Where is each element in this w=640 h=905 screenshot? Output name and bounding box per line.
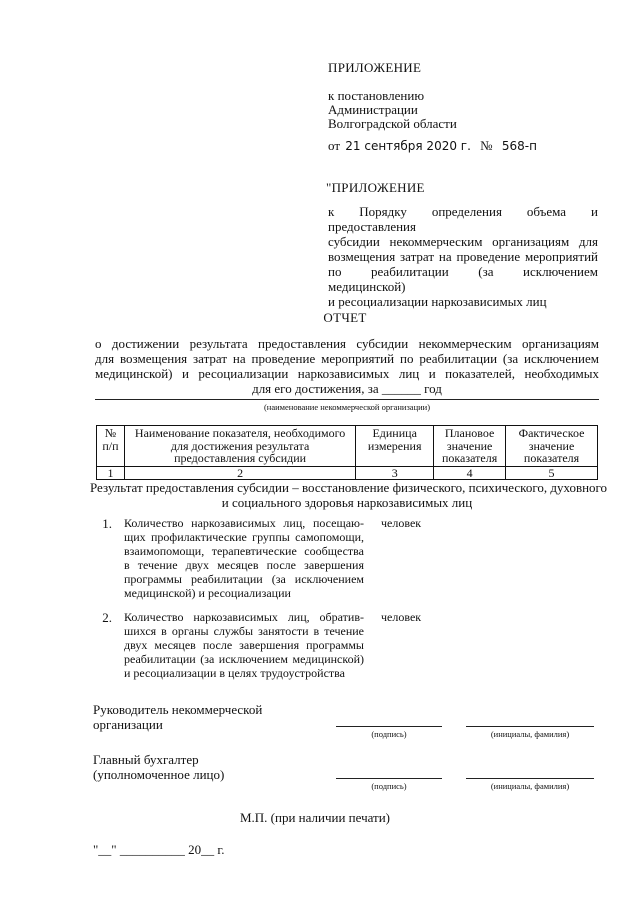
indicator-description: Количество наркозависимых лиц, посещаю- щих профилактические группы самопомощи, взаимопомощи, терапевтические сообщества в течение двух месяцев после завершения программы реабилитации (за исключением медицинской) и ресоциализации [124, 516, 364, 600]
report-line: о достижении результата предоставления субсидии некоммерческим организациям [95, 336, 599, 351]
report-title: ОТЧЕТ [323, 310, 367, 325]
head-signatory-label: Руководитель некоммерческой организации [93, 702, 263, 732]
table-header-cell: Наименование показателя, необходимого для достижения результата предоставления субсидии [124, 426, 355, 467]
appendix2-line: по реабилитации (за исключением медицинской) [328, 264, 598, 294]
region-label: Волгоградской области [328, 116, 457, 131]
table-cell: 1 [97, 466, 125, 479]
table-cell: 3 [356, 466, 434, 479]
head-signature-line[interactable] [336, 726, 442, 727]
indicators-table [96, 425, 598, 480]
resolution-ref: к постановлению [328, 88, 425, 103]
result-line: и социального здоровья наркозависимых лиц [221, 495, 473, 510]
head-name-line[interactable] [466, 726, 594, 727]
result-line: Результат предоставления субсидии – восстановление физического, психического, духовного [90, 480, 608, 495]
indicator-unit: человек [381, 610, 422, 624]
report-line: для возмещения затрат на проведение мероприятий по реабилитации (за исключением [95, 351, 599, 366]
initials-caption: (инициалы, фамилия) [490, 729, 570, 739]
appendix2-text [328, 204, 598, 309]
appendix2-line: к Порядку определения объема и предоставления [328, 204, 598, 234]
table-row [97, 466, 598, 479]
table-cell: 4 [434, 466, 506, 479]
number-prefix: № [480, 138, 493, 153]
accountant-name-line[interactable] [466, 778, 594, 779]
resolution-date-line [328, 138, 537, 154]
indicator-number: 2. [102, 610, 112, 625]
signature-caption: (подпись) [371, 781, 407, 791]
report-line: для его достижения, за ______ год [252, 381, 442, 396]
accountant-signatory-label: Главный бухгалтер (уполномоченное лицо) [93, 752, 225, 782]
initials-caption: (инициалы, фамилия) [490, 781, 570, 791]
report-line: медицинской) и ресоциализации наркозависимых лиц и показателей, необходимых [95, 366, 599, 381]
indicator-unit: человек [381, 516, 422, 530]
table-header-cell: Фактическое значение показателя [506, 426, 598, 467]
indicator-description: Количество наркозависимых лиц, обратив- шихся в органы службы занятости в течение двух месяцев после завершения программы реабилитации (за исключением медицинской) и ресоциализации в целях трудоустройства [124, 610, 364, 680]
stamp-note: М.П. (при наличии печати) [239, 810, 391, 825]
appendix2-line: и ресоциализации наркозависимых лиц [328, 294, 547, 309]
table-cell: 5 [506, 466, 598, 479]
accountant-signature-line[interactable] [336, 778, 442, 779]
table-header-cell: № п/п [97, 426, 125, 467]
resolution-date: 21 сентября 2020 г. [345, 139, 471, 153]
administration-label: Администрации [328, 102, 418, 117]
table-header-row [97, 426, 598, 467]
table-header-cell: Единица измерения [356, 426, 434, 467]
appendix2-title: "ПРИЛОЖЕНИЕ [326, 180, 425, 195]
indicator-number: 1. [102, 516, 112, 531]
org-name-caption: (наименование некоммерческой организации) [263, 402, 431, 412]
appendix2-line: субсидии некоммерческим организациям для [328, 234, 598, 249]
table-cell: 2 [124, 466, 355, 479]
appendix2-line: возмещения затрат на проведение мероприятий [328, 249, 598, 264]
report-date-line[interactable]: "__" __________ 20__ г. [93, 842, 225, 857]
resolution-number: 568-п [501, 139, 537, 153]
result-text [90, 480, 608, 510]
report-description [95, 336, 599, 396]
signature-caption: (подпись) [371, 729, 407, 739]
org-name-line[interactable] [95, 399, 599, 400]
table-header-cell: Плановое значение показателя [434, 426, 506, 467]
date-prefix: от [328, 138, 341, 153]
appendix-title: ПРИЛОЖЕНИЕ [328, 60, 422, 75]
